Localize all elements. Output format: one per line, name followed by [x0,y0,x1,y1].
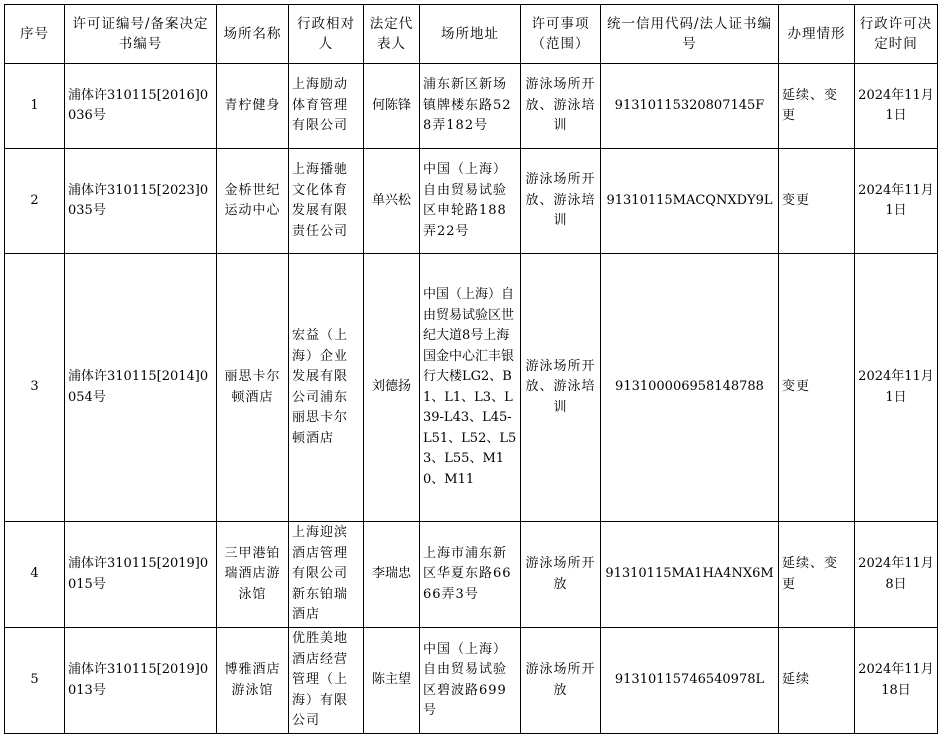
cell-venue: 三甲港铂瑞酒店游泳馆 [217,522,289,628]
header-seq: 序号 [5,5,65,64]
cell-seq: 1 [5,64,65,149]
table-row [5,628,938,734]
cell-seq: 4 [5,522,65,628]
cell-situation: 变更 [779,149,855,254]
cell-venue: 博雅酒店游泳馆 [217,628,289,734]
header-credit-code: 统一信用代码/法人证书编号 [601,5,779,64]
cell-license-no: 浦体许310115[2019]0015号 [65,522,217,628]
header-situation: 办理情形 [779,5,855,64]
cell-venue: 金桥世纪运动中心 [217,149,289,254]
cell-situation: 变更 [779,254,855,522]
cell-address: 上海市浦东新区华夏东路6666弄3号 [420,522,521,628]
cell-date: 2024年11月18日 [855,628,938,734]
cell-scope: 游泳场所开放 [521,628,601,734]
cell-rep: 何陈锋 [364,64,420,149]
cell-address: 中国（上海）自由贸易试验区世纪大道8号上海国金中心汇丰银行大楼LG2、B1、L1、L3、L39-L43、L45-L51、L52、L53、L55、M10、M11 [420,254,521,522]
cell-rep: 刘德扬 [364,254,420,522]
cell-situation: 延续 [779,628,855,734]
cell-seq: 5 [5,628,65,734]
cell-license-no: 浦体许310115[2016]0036号 [65,64,217,149]
cell-scope: 游泳场所开放、游泳培训 [521,64,601,149]
cell-address: 中国（上海）自由贸易试验区碧波路699号 [420,628,521,734]
cell-party: 上海励动体育管理有限公司 [289,64,364,149]
cell-credit-code: 91310115320807145F [601,64,779,149]
header-address: 场所地址 [420,5,521,64]
table-row [5,254,938,522]
cell-party: 宏益（上海）企业发展有限公司浦东丽思卡尔顿酒店 [289,254,364,522]
cell-scope: 游泳场所开放、游泳培训 [521,149,601,254]
cell-party: 上海迎滨酒店管理有限公司新东铂瑞酒店 [289,522,364,628]
cell-situation: 延续、变更 [779,64,855,149]
cell-party: 优胜美地酒店经营管理（上海）有限公司 [289,628,364,734]
header-row [5,5,938,64]
header-date: 行政许可决定时间 [855,5,938,64]
cell-date: 2024年11月1日 [855,149,938,254]
cell-date: 2024年11月1日 [855,254,938,522]
cell-license-no: 浦体许310115[2023]0035号 [65,149,217,254]
cell-license-no: 浦体许310115[2019]0013号 [65,628,217,734]
cell-scope: 游泳场所开放、游泳培训 [521,254,601,522]
header-venue: 场所名称 [217,5,289,64]
header-rep: 法定代表人 [364,5,420,64]
cell-credit-code: 91310115MA1HA4NX6M [601,522,779,628]
cell-party: 上海播驰文化体育发展有限责任公司 [289,149,364,254]
header-scope: 许可事项（范围） [521,5,601,64]
cell-scope: 游泳场所开放 [521,522,601,628]
cell-rep: 李瑞忠 [364,522,420,628]
permit-table [4,4,938,734]
header-party: 行政相对人 [289,5,364,64]
table-row [5,64,938,149]
cell-date: 2024年11月8日 [855,522,938,628]
cell-rep: 单兴松 [364,149,420,254]
cell-credit-code: 91310115MACQNXDY9L [601,149,779,254]
table-row [5,522,938,628]
cell-seq: 2 [5,149,65,254]
cell-credit-code: 91310115746540978L [601,628,779,734]
cell-address: 浦东新区新场镇牌楼东路528弄182号 [420,64,521,149]
table-row [5,149,938,254]
cell-venue: 丽思卡尔顿酒店 [217,254,289,522]
cell-seq: 3 [5,254,65,522]
cell-venue: 青柠健身 [217,64,289,149]
cell-credit-code: 913100006958148788 [601,254,779,522]
cell-license-no: 浦体许310115[2014]0054号 [65,254,217,522]
cell-address: 中国（上海）自由贸易试验区申轮路188弄22号 [420,149,521,254]
cell-date: 2024年11月1日 [855,64,938,149]
cell-rep: 陈主望 [364,628,420,734]
cell-situation: 延续、变更 [779,522,855,628]
header-license-no: 许可证编号/备案决定书编号 [65,5,217,64]
